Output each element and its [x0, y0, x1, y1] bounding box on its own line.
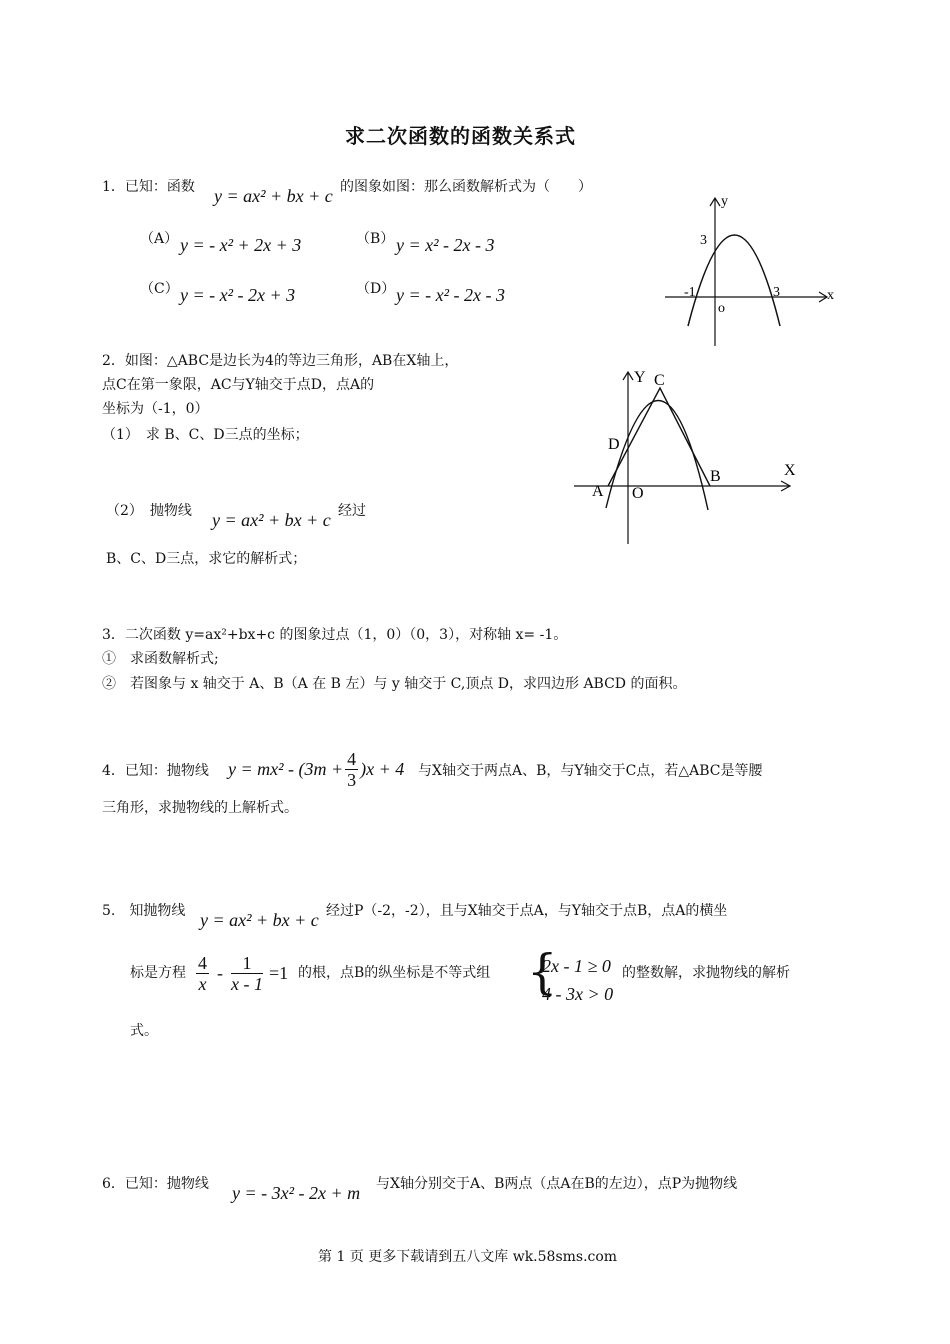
q6-func: y = - 3x² - 2x + m: [232, 1183, 361, 1203]
q2-line1: 2．如图：△ABC是边长为4的等边三角形，AB在X轴上，: [102, 353, 459, 369]
q1-option-d-expr: y = - x² - 2x - 3: [396, 285, 505, 305]
q5-f1-num: 4: [198, 952, 207, 973]
q1-option-b-expr: y = x² - 2x - 3: [396, 235, 495, 255]
q1-option-b-label: （B）: [356, 231, 395, 247]
q5-line2-mid: 的根，点B的纵坐标是不等式组: [298, 965, 491, 981]
q4-frac-den: 3: [347, 769, 357, 790]
q4-prefix: 4．已知：抛物线: [102, 763, 209, 779]
q1-suffix: 的图象如图：那么函数解析式为（ ）: [340, 179, 592, 195]
q2-point-d-label: D: [608, 436, 620, 453]
q5-brace: {: [527, 944, 558, 1000]
q5-prefix: 5. 知抛物线: [102, 903, 186, 919]
q5-equation: [196, 950, 288, 996]
q1-y-label: y: [721, 194, 728, 209]
q5-line3: 式。: [130, 1023, 158, 1039]
q4-func-a: y = mx² - (3m +: [228, 758, 344, 779]
q2-x-label: X: [784, 462, 796, 479]
q5-line2-suffix: 的整数解，求抛物线的解析: [622, 965, 790, 981]
q2-point-a-label: A: [592, 483, 604, 500]
q4-func: [228, 746, 404, 792]
q2-line2: 点C在第一象限，AC与Y轴交于点D，点A的: [102, 377, 375, 393]
q5-fraction-2: [231, 953, 263, 994]
q1-parabola-curve: [688, 235, 780, 326]
page-footer: 第 1 页 更多下载请到五八文库 wk.58sms.com: [318, 1249, 618, 1265]
q2-triangle-graph: [568, 362, 808, 547]
q2-part2-suffix: 经过: [338, 503, 366, 519]
q1-prefix: 1．已知：函数: [102, 179, 195, 195]
q2-part1: （1） 求 B、C、D三点的坐标；: [102, 427, 309, 443]
q5-minus: -: [217, 962, 223, 983]
q2-part2-prefix: （2） 抛物线: [106, 503, 192, 519]
q4-suffix: 与X轴交于两点A、B，与Y轴交于C点，若△ABC是等腰: [418, 763, 763, 779]
q5-f2-den: x - 1: [231, 973, 263, 994]
q2-part2-func: y = ax² + bx + c: [212, 510, 331, 530]
page-title: 求二次函数的函数关系式: [345, 124, 576, 148]
q2-line3: 坐标为（-1，0）: [102, 401, 209, 417]
q4-func-b: )x + 4: [360, 758, 405, 779]
q4-line2: 三角形，求抛物线的上解析式。: [102, 800, 298, 816]
q2-parabola-curve: [606, 400, 708, 510]
q2-y-label: Y: [634, 369, 646, 386]
q5-fraction-1: [196, 953, 209, 994]
q1-func: y = ax² + bx + c: [214, 186, 333, 206]
q1-option-a-label: （A）: [140, 231, 179, 247]
q3-part1: ① 求函数解析式;: [102, 651, 219, 667]
q1-x-tick-3: 3: [773, 285, 780, 300]
q5-func: y = ax² + bx + c: [200, 910, 319, 930]
q5-ineq1: 2x - 1 ≥ 0: [542, 956, 611, 976]
q1-option-c-label: （C）: [140, 281, 179, 297]
q4-fraction: [345, 749, 358, 790]
q2-part2-line2: B、C、D三点，求它的解析式；: [106, 551, 307, 567]
q2-point-b-label: B: [710, 468, 721, 485]
q5-ineq2: 4 - 3x > 0: [542, 984, 614, 1004]
q5-suffix: 经过P（-2，-2），且与X轴交于点A，与Y轴交于点B，点A的横坐: [326, 903, 728, 919]
q6-suffix: 与X轴分别交于A、B两点（点A在B的左边），点P为抛物线: [376, 1176, 738, 1192]
q3-line1: 3．二次函数 y=ax²+bx+c 的图象过点（1，0）（0，3），对称轴 x= -1。: [102, 627, 568, 643]
q4-frac-num: 4: [347, 748, 357, 769]
q2-point-c-label: C: [654, 372, 665, 389]
q6-prefix: 6．已知：抛物线: [102, 1176, 209, 1192]
q1-parabola-graph: [655, 188, 845, 348]
q1-y-tick-3: 3: [700, 233, 707, 248]
q5-eq: =1: [268, 962, 289, 983]
q1-option-c-expr: y = - x² - 2x + 3: [180, 285, 296, 305]
q1-origin-label: o: [718, 301, 725, 316]
q1-x-tick-neg1: -1: [684, 285, 696, 300]
q1-option-d-label: （D）: [356, 281, 396, 297]
q1-x-label: x: [827, 288, 834, 303]
q5-f1-den: x: [198, 973, 207, 994]
q2-origin-label: O: [632, 485, 644, 502]
q1-option-a-expr: y = - x² + 2x + 3: [180, 235, 302, 255]
q5-line2-prefix: 标是方程: [130, 965, 186, 981]
q5-f2-num: 1: [231, 953, 263, 974]
q3-part2: ② 若图象与 x 轴交于 A、B（A 在 B 左）与 y 轴交于 C,顶点 D，求四边形 ABCD 的面积。: [102, 676, 687, 692]
q2-triangle-abc: [608, 388, 710, 486]
